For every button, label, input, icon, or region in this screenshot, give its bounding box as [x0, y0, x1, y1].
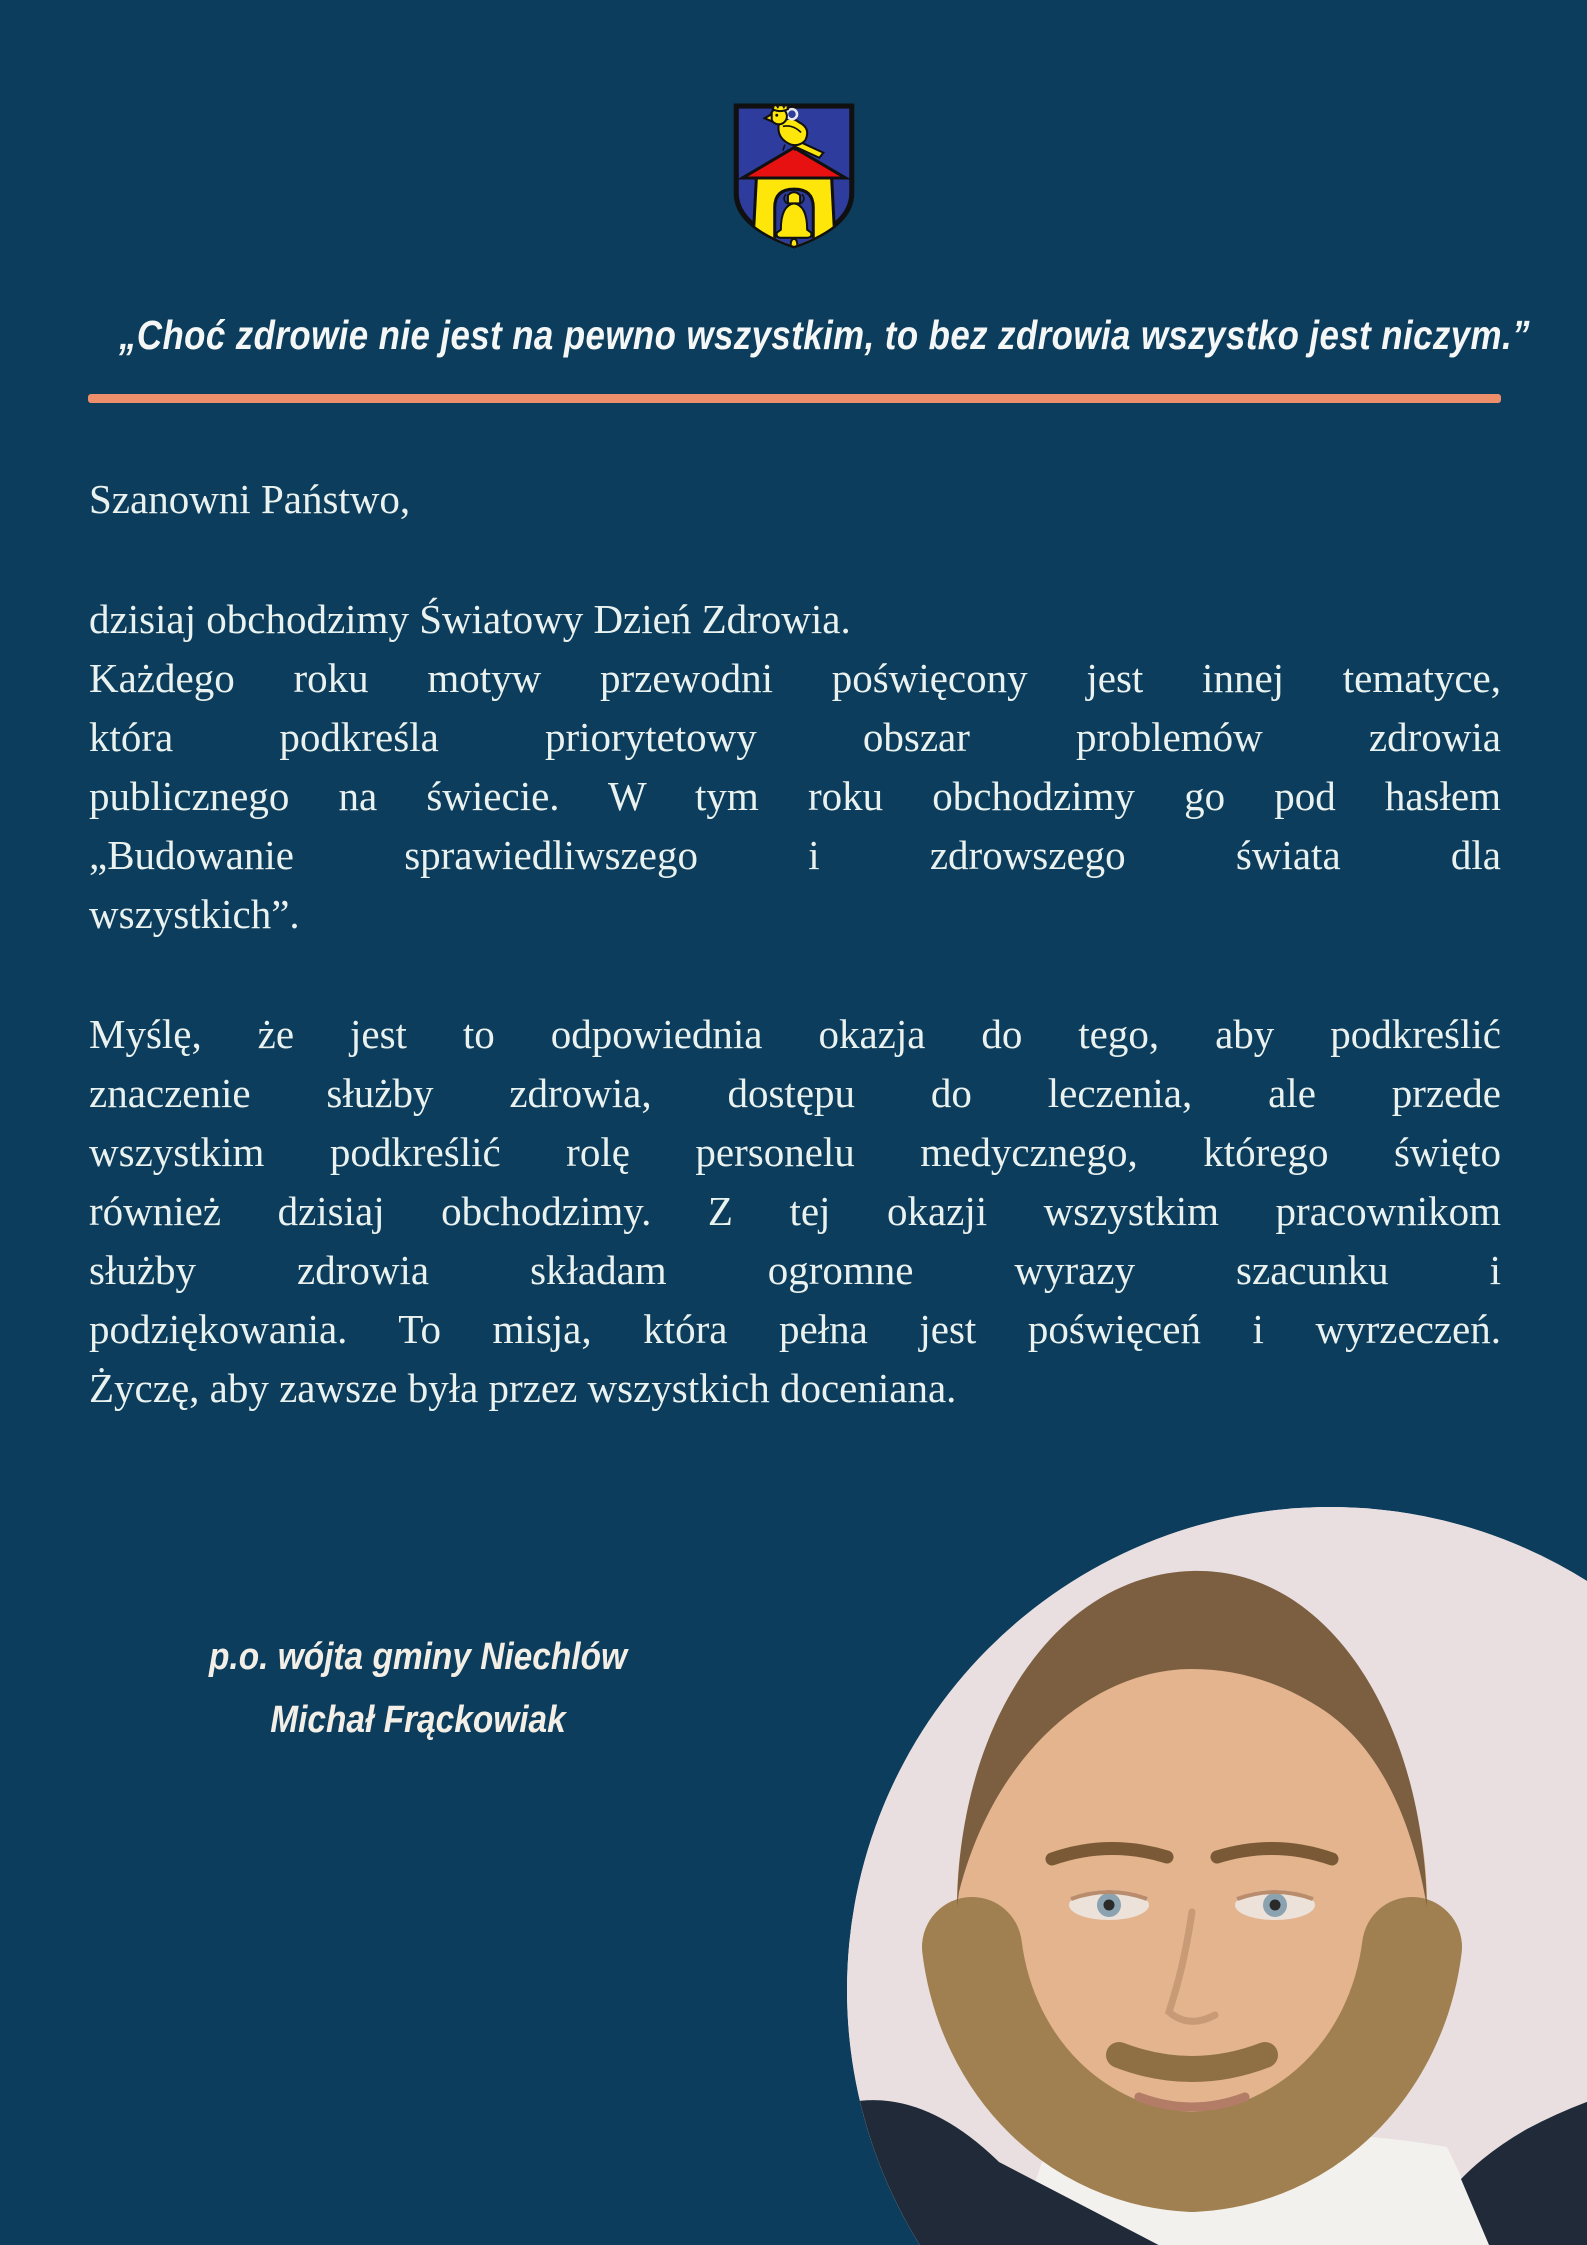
left-eye	[1069, 1890, 1149, 1920]
body-line: wszystkim podkreślić rolę personelu medycznego, którego święto	[89, 1129, 1501, 1175]
body-line: Myślę, że jest to odpowiednia okazja do tego, aby podkreślić	[89, 1011, 1501, 1057]
paragraph	[89, 590, 1501, 944]
body-line: znaczenie służby zdrowia, dostępu do leczenia, ale przede	[89, 1070, 1501, 1116]
paragraph	[89, 470, 1501, 529]
signature-title: p.o. wójta gminy Niechlów	[208, 1636, 628, 1678]
body-line: „Budowanie sprawiedliwszego i zdrowszego świata dla	[89, 832, 1501, 878]
divider-line	[88, 394, 1501, 403]
portrait-photo	[847, 1507, 1587, 2245]
right-eye	[1235, 1890, 1315, 1920]
portrait-illustration	[847, 1507, 1587, 2245]
body-line: również dzisiaj obchodzimy. Z tej okazji wszystkim pracownikom	[89, 1188, 1501, 1234]
body-line: służby zdrowia składam ogromne wyrazy szacunku i	[89, 1247, 1501, 1293]
body-line: Szanowni Państwo,	[89, 476, 411, 522]
body-line: która podkreśla priorytetowy obszar problemów zdrowia	[89, 714, 1501, 760]
health-quote: „Choć zdrowie nie jest na pewno wszystkim, to bez zdrowia wszystko jest niczym.”	[119, 312, 1530, 358]
signature-name: Michał Frąckowiak	[270, 1699, 566, 1741]
paragraph	[89, 1005, 1501, 1418]
signature-block	[138, 1626, 698, 1752]
mustache	[1119, 2055, 1265, 2069]
body-line: dzisiaj obchodzimy Światowy Dzień Zdrowia.	[89, 596, 851, 642]
body-line: Życzę, aby zawsze była przez wszystkich doceniana.	[89, 1365, 957, 1411]
coat-of-arms	[730, 100, 858, 252]
body-line: publicznego na świecie. W tym roku obchodzimy go pod hasłem	[89, 773, 1501, 819]
body-text	[89, 470, 1501, 1418]
body-line: Każdego roku motyw przewodni poświęcony jest innej tematyce,	[89, 655, 1501, 701]
body-line: podziękowania. To misja, która pełna jest poświęceń i wyrzeczeń.	[89, 1306, 1501, 1352]
body-line: wszystkich”.	[89, 891, 300, 937]
falcon-crown	[773, 102, 788, 111]
